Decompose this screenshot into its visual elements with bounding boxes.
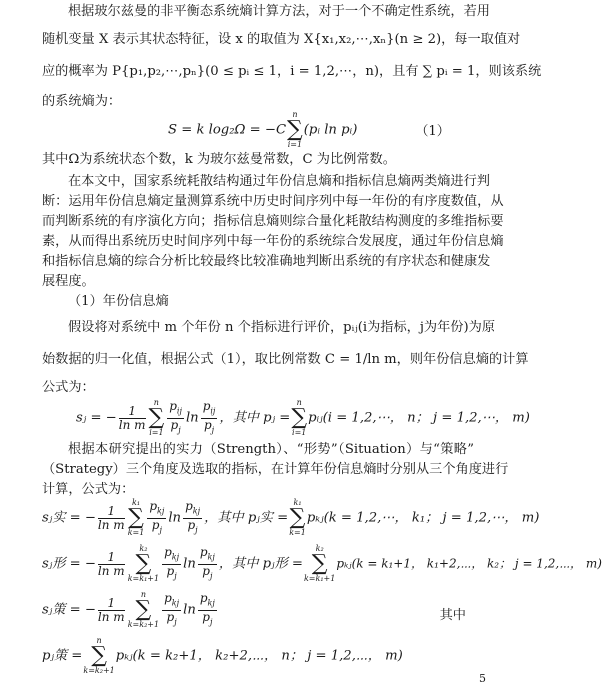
paragraph-3-line-6: 展程度。 xyxy=(42,274,95,289)
paragraph-1-line-3: 应的概率为 P{p₁,p₂,⋯,pₙ}(0 ≤ pᵢ ≤ 1，i = 1,2,⋯，n)，且有 ∑ pᵢ = 1，则该系统 xyxy=(42,64,542,79)
paragraph-4-line-2: 始数据的归一化值，根据公式（1），取比例常数 C = 1/ln m，则年份信息熵的计算 xyxy=(42,352,529,367)
paragraph-1-line-1: 根据玻尔兹曼的非平衡态系统熵计算方法，对于一个不确定性系统，若用 xyxy=(68,4,490,19)
paragraph-1-line-4: 的系统熵为： xyxy=(42,94,122,109)
paragraph-2-line-1: 其中Ω为系统状态个数，k 为玻尔兹曼常数，C 为比例常数。 xyxy=(42,152,396,167)
paragraph-5-line-3: 计算，公式为： xyxy=(42,482,135,497)
paragraph-3-line-4: 素，从而得出系统历史时间序列中每一年份的系统综合发展度，通过年份信息熵 xyxy=(42,234,504,249)
paragraph-1-line-2: 随机变量 X 表示其状态特征，设 x 的取值为 X{x₁,x₂,⋯,xₙ}(n ≥ 2)，每一取值对 xyxy=(42,32,521,47)
paragraph-5-line-2: （Strategy）三个角度及选取的指标，在计算年份信息熵时分别从三个角度进行 xyxy=(42,462,509,477)
equation-1 xyxy=(168,110,357,150)
paragraph-3-line-1: 在本文中，国家系统耗散结构通过年份信息熵和指标信息熵两类熵进行判 xyxy=(68,174,490,189)
page-number: 5 xyxy=(479,672,486,685)
summation-symbol: n ∑ i=1 xyxy=(287,110,303,149)
equation-3: sⱼ实 = − $\frac{1}{\text{ln m}}$ k₁ ∑ k=1 $\frac{p_{kj}}{p_j}$ ln $\frac{p_{kj}}{p_j}$ ，其中 pⱼ实 = k₁ ∑ k=1 pₖⱼ(k = 1,2,⋯， k₁； j = 1,2,⋯， m) xyxy=(42,498,540,537)
paragraph-3-line-3: 而判断系统的有序演化方向；指标信息熵则综合量化耗散结构测度的多维指标要 xyxy=(42,214,504,229)
equation-5: sⱼ策 = − $\frac{1}{\text{ln m}}$ n ∑ k=k₂+1 $\frac{p_{kj}}{p_j}$ ln $\frac{p_{kj}}{p_j}$ xyxy=(42,590,215,629)
section-heading-year-entropy: （1）年份信息熵 xyxy=(68,294,169,309)
paragraph-4-line-1: 假设将对系统中 m 个年份 n 个指标进行评价，pᵢⱼ(i为指标，j为年份)为原 xyxy=(68,320,496,335)
paragraph-3-line-5: 和指标信息熵的综合分析比较最终比较准确地判断出系统的有序状态和健康发 xyxy=(42,254,491,269)
equation-4: sⱼ形 = − $\frac{1}{\text{ln m}}$ k₂ ∑ k=k₁+1 $\frac{p_{kj}}{p_j}$ ln $\frac{p_{kj}}{p_j}$ ，其中 pⱼ形 = k₂ ∑ k=k₁+1 pₖⱼ(k = k₁+1， k₁+2,⋯， k₂； j = 1,2,⋯， m) xyxy=(42,544,602,583)
equation-1-number: （1） xyxy=(415,124,450,139)
paragraph-3-line-2: 断：运用年份信息熵定量测算系统中历史时间序列中每一年份的有序度数值，从 xyxy=(42,194,504,209)
equation-2: sⱼ = − $\frac{1}{\text{ln m}}$ n ∑ i=1 $\frac{p_{ij}}{p_j}$ ln $\frac{p_{ij}}{p_j}$ ，其中 pⱼ = n ∑ i=1 pᵢⱼ(i = 1,2,⋯， n； j = 1,2,⋯， m) xyxy=(76,398,530,437)
equation-1-rhs: (pᵢ ln pᵢ) xyxy=(303,122,358,138)
equation-1-lhs: S = k log₂Ω = −C xyxy=(168,122,287,138)
paragraph-5-line-1: 根据本研究提出的实力（Strength）、“形势”（Situation）与“策略” xyxy=(68,442,474,457)
qizhong-text: 其中 xyxy=(439,608,466,623)
paragraph-4-line-3: 公式为： xyxy=(42,380,95,395)
equation-6: pⱼ策 = n ∑ k=k₂+1 pₖⱼ(k = k₂+1， k₂+2,⋯， n； j = 1,2,⋯， m) xyxy=(42,636,403,675)
fraction-1-over-lnm: $\frac{1}{\text{ln m}}$ xyxy=(118,403,146,432)
